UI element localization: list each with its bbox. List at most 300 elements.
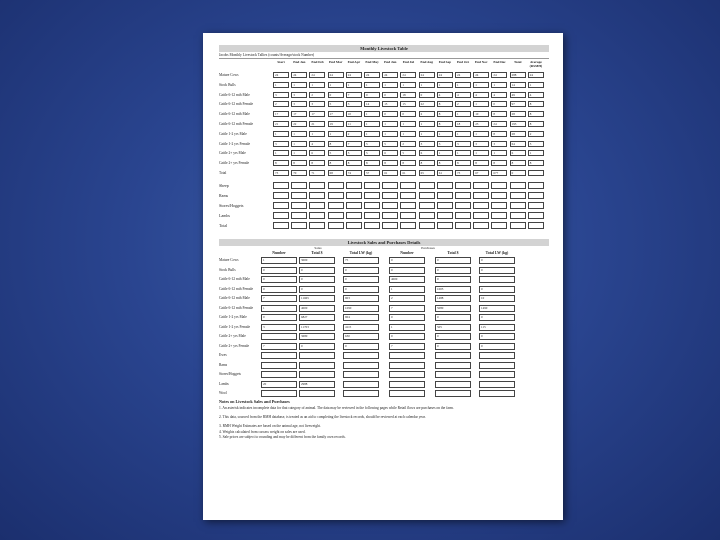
table-cell: 1 xyxy=(328,131,344,137)
table-cell xyxy=(510,182,526,189)
row-label: Cattle 2+ yrs Female xyxy=(219,161,250,166)
column-header: End May xyxy=(365,60,379,64)
table-cell: 18 xyxy=(400,92,416,98)
column-header: Total xyxy=(513,60,522,64)
table-cell: 5 xyxy=(328,150,344,156)
table-cell xyxy=(382,212,398,219)
table-cell: 15 xyxy=(382,101,398,107)
table-cell xyxy=(435,381,471,388)
table-cell: 1 xyxy=(455,150,471,156)
table-cell: 0 xyxy=(479,314,515,321)
table-cell: 3 xyxy=(419,141,435,147)
table-cell: 3 xyxy=(291,101,307,107)
row-label: Cattle 6-12 mth Female xyxy=(219,286,254,291)
table-cell: 1 xyxy=(364,121,380,127)
table-cell xyxy=(261,390,297,397)
table-cell xyxy=(435,371,471,378)
table-cell: 0 xyxy=(435,257,471,264)
table-cell: 903 xyxy=(343,295,379,302)
table-cell: 1 xyxy=(455,131,471,137)
table-cell: 2 xyxy=(309,92,325,98)
table-cell: 0 xyxy=(491,101,507,107)
table-cell: 0 xyxy=(261,286,297,293)
table-cell: 8 xyxy=(328,160,344,166)
table-cell: 7 xyxy=(261,295,297,302)
column-header: Total $ xyxy=(447,251,459,255)
table-cell: 0 xyxy=(343,267,379,274)
column-header: Total $ xyxy=(311,251,323,255)
note-item: 2. This data, sourced from the RMH database, is treated as an aid to completing the livestock records, should be reviewed at each calendar year. xyxy=(219,415,426,419)
table-cell: 1 xyxy=(473,131,489,137)
table-cell: 2 xyxy=(389,295,425,302)
table-cell: 17 xyxy=(328,111,344,117)
table-cell xyxy=(343,362,379,369)
purchases-group-label: Purchases xyxy=(421,246,435,250)
table-cell: 8 xyxy=(528,101,544,107)
table-cell: 0 xyxy=(299,286,335,293)
row-label: Lambs xyxy=(219,381,229,386)
table-cell xyxy=(419,222,435,229)
table-cell: 75 xyxy=(343,257,379,264)
table-cell: 20 xyxy=(261,381,297,388)
table-cell xyxy=(273,222,289,229)
table-cell: 5080 xyxy=(435,305,471,312)
table-cell xyxy=(528,182,544,189)
table-cell xyxy=(382,222,398,229)
table-cell: 5 xyxy=(364,141,380,147)
table-cell: 18 xyxy=(455,121,471,127)
table-cell: 0 xyxy=(382,92,398,98)
table-cell: 0 xyxy=(382,111,398,117)
table-cell xyxy=(343,390,379,397)
table-cell xyxy=(299,352,335,359)
table-cell: 1 xyxy=(364,82,380,88)
column-header: Start xyxy=(277,60,285,64)
table-cell: 19 xyxy=(328,121,344,127)
table-cell: 0 xyxy=(435,343,471,350)
table-cell: 14 xyxy=(364,101,380,107)
table-cell xyxy=(479,390,515,397)
table-cell: 4 xyxy=(528,92,544,98)
table-cell: 17 xyxy=(273,111,289,117)
table-cell: 1 xyxy=(455,82,471,88)
table-cell xyxy=(273,182,289,189)
note-item: 1. An asterisk indicates incomplete data for that category of animal. The data may be reviewed in the following pages while Retail flows are purchases on the farm. xyxy=(219,406,454,410)
table-cell: 0 xyxy=(299,276,335,283)
table-cell: 7 xyxy=(261,343,297,350)
table-cell xyxy=(328,212,344,219)
table-cell: 2 xyxy=(273,101,289,107)
table-cell: 61 xyxy=(400,170,416,176)
table-cell xyxy=(299,362,335,369)
table-cell xyxy=(473,202,489,209)
table-cell: 8 xyxy=(309,160,325,166)
table-cell xyxy=(455,202,471,209)
table-cell: 1 xyxy=(291,82,307,88)
table-cell: 4 xyxy=(309,141,325,147)
table-cell: 8 xyxy=(528,160,544,166)
table-cell: 7 xyxy=(346,92,362,98)
table-cell xyxy=(261,352,297,359)
table-cell xyxy=(291,202,307,209)
table-cell: 10 xyxy=(473,111,489,117)
table-cell xyxy=(491,222,507,229)
table-cell xyxy=(364,222,380,229)
table-cell: 5 xyxy=(364,150,380,156)
table-cell: 8 xyxy=(437,121,453,127)
row-label: Wool xyxy=(219,391,227,395)
row-label: Cattle 6-12 mth Female xyxy=(219,122,254,126)
table-cell: 0 xyxy=(261,267,297,274)
column-header: End Apr xyxy=(347,60,361,64)
table-cell xyxy=(346,182,362,189)
table-cell xyxy=(479,381,515,388)
table-cell: 11 xyxy=(346,121,362,127)
table-cell xyxy=(400,192,416,199)
row-label: Stores/Hoggets xyxy=(219,202,244,208)
row-label: Ewes xyxy=(219,353,227,357)
table-cell: 0 xyxy=(479,333,515,340)
table-cell xyxy=(419,192,435,199)
table-cell: 1 xyxy=(291,131,307,137)
table-cell: 0 xyxy=(389,314,425,321)
table-cell xyxy=(473,192,489,199)
table-cell: 677 xyxy=(491,170,507,176)
table-cell: 8 xyxy=(328,141,344,147)
monthly-table-subtitle: Jacobs Monthly Livestock Tallies (counts/Average/stock Number) xyxy=(219,53,315,57)
row-label: Lambs xyxy=(219,212,230,218)
table-cell xyxy=(473,182,489,189)
table-cell xyxy=(491,192,507,199)
note-item: 3. RMH Weight Estimates are based on the animal age, not liveweight. xyxy=(219,424,321,428)
table-cell: 1 xyxy=(328,82,344,88)
table-cell: 8 xyxy=(528,111,544,117)
table-cell: 24 xyxy=(291,72,307,78)
table-cell: 1 xyxy=(382,131,398,137)
row-label: Cattle 1-2 yrs Male xyxy=(219,131,247,136)
table-cell: 0 xyxy=(435,314,471,321)
table-cell xyxy=(473,222,489,229)
table-cell: 1 xyxy=(473,150,489,156)
table-cell: 24 xyxy=(273,72,289,78)
table-cell: 3 xyxy=(491,141,507,147)
table-cell: 1090 xyxy=(343,305,379,312)
table-cell: 0 xyxy=(435,276,471,283)
table-cell: 1 xyxy=(437,150,453,156)
table-cell: 4 xyxy=(491,92,507,98)
table-cell: 1 xyxy=(382,121,398,127)
table-cell xyxy=(343,352,379,359)
table-cell xyxy=(435,352,471,359)
table-cell xyxy=(479,371,515,378)
table-cell: 17 xyxy=(291,111,307,117)
table-cell xyxy=(510,202,526,209)
column-header: End Nov xyxy=(474,60,488,64)
table-cell xyxy=(299,390,335,397)
table-cell xyxy=(299,371,335,378)
table-cell xyxy=(273,212,289,219)
table-cell xyxy=(435,390,471,397)
table-cell: 1 xyxy=(309,82,325,88)
row-label: Total xyxy=(219,222,228,228)
table-cell: 28 xyxy=(510,131,526,137)
table-cell xyxy=(346,222,362,229)
column-header: End Feb xyxy=(311,60,324,64)
table-cell xyxy=(389,362,425,369)
table-cell: 1 xyxy=(273,150,289,156)
column-header: End Dec xyxy=(493,60,506,64)
table-cell: 5 xyxy=(382,141,398,147)
table-cell xyxy=(437,182,453,189)
table-cell: 1 xyxy=(528,82,544,88)
table-cell: 8 xyxy=(437,111,453,117)
row-label: Stock Bulls xyxy=(219,267,236,272)
table-cell: 1 xyxy=(400,82,416,88)
table-cell: 1 xyxy=(400,131,416,137)
table-cell: 11703 xyxy=(299,324,335,331)
table-cell: 8 xyxy=(455,160,471,166)
table-cell: 8 xyxy=(491,111,507,117)
table-cell: 0 xyxy=(479,343,515,350)
table-cell: 64 xyxy=(510,141,526,147)
table-cell xyxy=(473,212,489,219)
table-cell: 8 xyxy=(473,160,489,166)
column-header: End Aug xyxy=(420,60,434,64)
table-cell xyxy=(479,352,515,359)
table-cell: 24 xyxy=(437,72,453,78)
table-cell: 17 xyxy=(309,111,325,117)
table-cell: 8 xyxy=(364,160,380,166)
table-cell: 1 xyxy=(389,324,425,331)
table-cell xyxy=(364,192,380,199)
table-cell: 1488 xyxy=(435,295,471,302)
table-cell: 1 xyxy=(491,150,507,156)
table-cell: 1 xyxy=(309,131,325,137)
table-cell: 1 xyxy=(400,121,416,127)
row-label: Mature Cows xyxy=(219,258,239,262)
table-cell: 22 xyxy=(419,101,435,107)
table-cell: 3 xyxy=(273,92,289,98)
column-header: Average (RSMH) xyxy=(529,60,543,68)
table-cell: 0 xyxy=(389,333,425,340)
table-cell xyxy=(389,371,425,378)
table-cell xyxy=(528,202,544,209)
row-label: Sheep xyxy=(219,182,229,188)
row-label: Stores/Hoggets xyxy=(219,372,241,376)
table-cell: 630 xyxy=(343,333,379,340)
table-cell: 0 xyxy=(479,257,515,264)
table-cell: 28 xyxy=(510,111,526,117)
table-cell xyxy=(382,202,398,209)
row-label: Total xyxy=(219,171,227,175)
table-cell xyxy=(400,222,416,229)
column-header: End Sep xyxy=(438,60,451,64)
sales-table-title: Livestock Sales and Purchases Details xyxy=(219,239,549,246)
table-cell xyxy=(510,212,526,219)
table-cell xyxy=(455,212,471,219)
table-cell: 6 xyxy=(419,150,435,156)
table-cell: 3 xyxy=(273,141,289,147)
table-cell xyxy=(382,182,398,189)
column-header: Number xyxy=(272,251,286,255)
table-cell: 1 xyxy=(473,82,489,88)
row-label: Rams xyxy=(219,362,228,367)
table-cell: 14 xyxy=(510,82,526,88)
table-cell: 1 xyxy=(261,305,297,312)
table-cell xyxy=(419,182,435,189)
table-cell xyxy=(309,182,325,189)
table-cell: 7 xyxy=(389,305,425,312)
table-cell xyxy=(328,222,344,229)
row-label: Cattle 6-12 mth Male xyxy=(219,296,250,300)
table-cell: 3 xyxy=(346,101,362,107)
table-cell: 61 xyxy=(437,170,453,176)
table-cell: 0 xyxy=(328,92,344,98)
table-cell: 904 xyxy=(343,314,379,321)
table-cell: 8 xyxy=(400,160,416,166)
table-cell xyxy=(389,381,425,388)
table-cell xyxy=(435,362,471,369)
row-label: Cattle 6-12 mth Male xyxy=(219,277,250,281)
table-cell: 24 xyxy=(309,72,325,78)
row-label: Cattle 1-2 yrs Male xyxy=(219,315,247,319)
table-cell: 8 xyxy=(491,131,507,137)
table-cell: 1 xyxy=(261,257,297,264)
table-cell: 0 xyxy=(343,286,379,293)
table-cell: 1 xyxy=(437,82,453,88)
row-label: Cattle 1-2 yrs Female xyxy=(219,141,251,146)
table-cell: 0 xyxy=(364,92,380,98)
table-cell: 1 xyxy=(291,141,307,147)
row-label: Cattle 2+ yrs Female xyxy=(219,343,250,348)
table-cell: 6 xyxy=(382,150,398,156)
notes-title: Notes on Livestock Sales and Purchases xyxy=(219,399,290,404)
table-cell xyxy=(437,222,453,229)
table-cell: 21 xyxy=(309,121,325,127)
table-cell: 8 xyxy=(291,160,307,166)
table-cell xyxy=(309,222,325,229)
table-cell xyxy=(328,192,344,199)
column-header: Total LW (kg) xyxy=(349,251,373,255)
row-label: Cattle 6-12 mth Female xyxy=(219,102,254,107)
table-cell: 0 xyxy=(261,276,297,283)
table-cell: 5 xyxy=(528,141,544,147)
table-cell: 10 xyxy=(479,295,515,302)
table-cell xyxy=(346,212,362,219)
table-cell: 8 xyxy=(273,160,289,166)
table-cell: 8 xyxy=(510,160,526,166)
table-cell: 4115 xyxy=(343,324,379,331)
table-cell: 24 xyxy=(346,72,362,78)
table-cell: 7 xyxy=(346,141,362,147)
table-cell: 115 xyxy=(479,324,515,331)
table-cell: 1 xyxy=(364,131,380,137)
row-label: Cattle 6-12 mth Male xyxy=(219,92,250,97)
table-cell: 2 xyxy=(455,101,471,107)
table-cell: 0 xyxy=(419,92,435,98)
table-cell xyxy=(389,390,425,397)
table-cell xyxy=(389,352,425,359)
table-cell: 74 xyxy=(346,170,362,176)
table-cell: 0 xyxy=(400,111,416,117)
table-cell: 6 xyxy=(309,150,325,156)
table-cell: 1 xyxy=(491,82,507,88)
table-cell xyxy=(346,202,362,209)
table-cell: 0 xyxy=(479,286,515,293)
table-cell: 505 xyxy=(435,324,471,331)
table-cell xyxy=(400,202,416,209)
table-cell: 24 xyxy=(419,72,435,78)
table-cell: 1 xyxy=(419,82,435,88)
table-cell: 3 xyxy=(455,141,471,147)
table-cell: 23 xyxy=(473,121,489,127)
table-cell: 97 xyxy=(510,101,526,107)
table-cell: 24 xyxy=(473,72,489,78)
table-cell: 8 xyxy=(419,160,435,166)
table-cell: 24 xyxy=(491,72,507,78)
table-cell: 8 xyxy=(346,160,362,166)
table-cell: 0 xyxy=(343,343,379,350)
table-cell: 73 xyxy=(455,170,471,176)
table-cell: 70 xyxy=(291,170,307,176)
table-cell xyxy=(364,202,380,209)
table-cell: 8 xyxy=(382,160,398,166)
table-cell: 3 xyxy=(309,101,325,107)
table-cell: 24 xyxy=(328,72,344,78)
table-cell: 24 xyxy=(382,72,398,78)
table-cell: 0 xyxy=(435,333,471,340)
table-cell xyxy=(273,202,289,209)
table-cell xyxy=(291,222,307,229)
table-cell: 0 xyxy=(261,314,297,321)
table-cell: 4 xyxy=(455,92,471,98)
table-cell: 1 xyxy=(389,286,425,293)
table-cell: 3 xyxy=(473,141,489,147)
table-cell xyxy=(528,222,544,229)
table-cell: 193 xyxy=(510,121,526,127)
table-cell: 0 xyxy=(389,267,425,274)
table-cell xyxy=(528,212,544,219)
column-header: End Jan xyxy=(293,60,306,64)
table-cell: 10 xyxy=(346,111,362,117)
table-cell: 22 xyxy=(291,121,307,127)
table-cell xyxy=(419,212,435,219)
table-cell xyxy=(455,182,471,189)
table-cell: 1 xyxy=(273,82,289,88)
table-cell: 4000 xyxy=(299,305,335,312)
table-cell: 24 xyxy=(528,72,544,78)
table-cell xyxy=(309,202,325,209)
table-cell xyxy=(291,212,307,219)
note-item: 4. Weights calculated from carcass weight on sales are used. xyxy=(219,429,306,434)
table-cell xyxy=(528,192,544,199)
table-cell: 8 xyxy=(437,160,453,166)
table-cell: 0 xyxy=(510,170,526,176)
table-cell: 4000 xyxy=(389,276,425,283)
table-cell: 1 xyxy=(291,150,307,156)
column-header: End Jun xyxy=(384,60,397,64)
table-cell: 2 xyxy=(528,131,544,137)
table-cell: 5 xyxy=(400,150,416,156)
row-label: Cattle 6-12 mth Male xyxy=(219,112,250,117)
table-cell xyxy=(510,192,526,199)
table-cell: 71 xyxy=(309,170,325,176)
table-cell: 65 xyxy=(419,170,435,176)
monthly-table-title: Monthly Livestock Table xyxy=(219,45,549,52)
column-header: Total LW (kg) xyxy=(485,251,509,255)
column-header: End Mar xyxy=(329,60,343,64)
table-cell xyxy=(343,371,379,378)
